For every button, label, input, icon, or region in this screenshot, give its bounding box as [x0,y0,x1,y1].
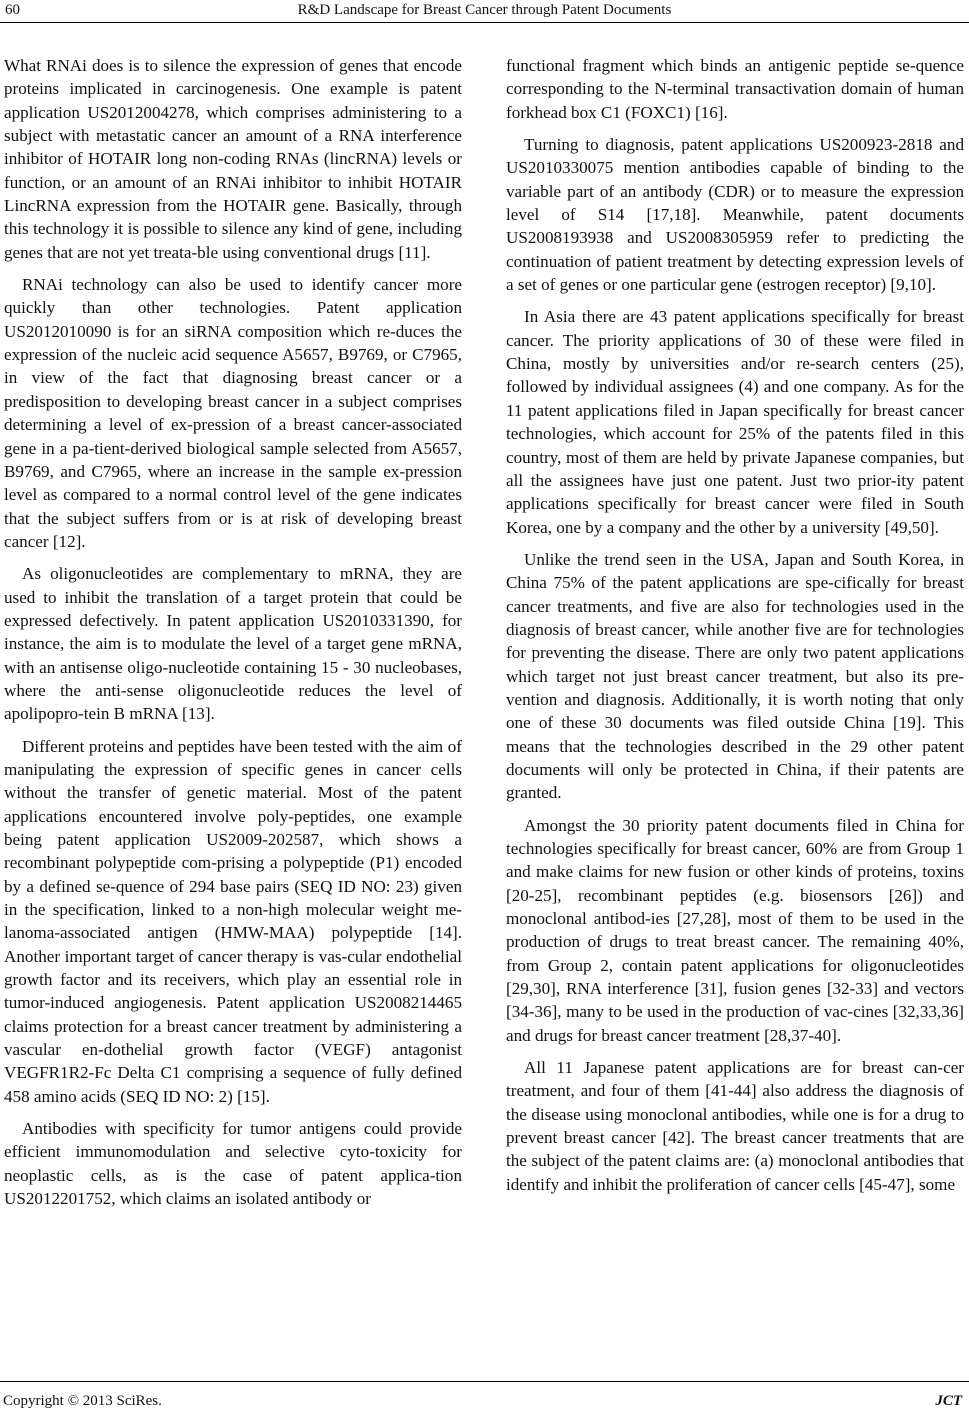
running-header: R&D Landscape for Breast Cancer through Patent Documents [297,2,672,18]
paragraph: Turning to diagnosis, patent applications US200923-2818 and US2010330075 mention antibodies capable of binding to the variable part of an antibody (CDR) or to measure the expression level of S14 [17,18]. Meanwhile, patent documents US2008193938 and US2008305959 refer to predicting the continuation of patient treatment by detecting expression levels of a set of genes or one particular gene (estrogen receptor) [9,10]. [506,135,964,295]
paragraph: What RNAi does is to silence the expression of genes that encode proteins implicated in carcinogenesis. One example is patent application US2012004278, which comprises administering to a subject with metastatic cancer an amount of a RNA interference inhibitor of HOTAIR long non-coding RNAs (lincRNA) levels or function, or an amount of an RNAi inhibitor to inhibit HOTAIR LincRNA expression from the HOTAIR gene. Basically, through this technology it is possible to silence any kind of gene, including genes that are not yet treata-ble using conventional drugs [11]. [4,56,462,262]
paragraph: RNAi technology can also be used to identify cancer more quickly than other technologies. Patent application US2012010090 is for an siRNA composition which re-duces the expression of the nucleic acid sequence A5657, B9769, or C7965, in view of the fact that diagnosing breast cancer or a predisposition to developing breast cancer in a subject comprises determining a level of ex-pression of a breast cancer-associated gene in a pa-tient-derived biological sample selected from A5657, B9769, and C7965, where an increase in the sample ex-pression level as compared to a normal control level of the gene indicates that the subject suffers from or is at risk of developing breast cancer [12]. [4,275,462,551]
paragraph: In Asia there are 43 patent applications specifically for breast cancer. The priority applications of 30 of these were filed in China, mostly by universities and/or re-search centers (25), followed by individual assignees (4) and one company. As for the 11 patent applications filed in Japan specifically for breast cancer technologies, which account for 25% of the patents filed in this country, most of them are held by private Japanese companies, but all the assignees have just one patent. Just two prior-ity patent applications specifically for breast cancer were filed in South Korea, one by a company and the other by a university [49,50]. [506,307,964,537]
paragraph: Amongst the 30 priority patent documents filed in China for technologies specifically for breast cancer, 60% are from Group 1 and make claims for new fusion or other kinds of proteins, toxins [20-25], recombinant peptides (e.g. biosensors [26]) and monoclonal antibod-ies [27,28], most of them to be used in the production of drugs to treat breast cancer. The remaining 40%, from Group 2, contain patent applications for oligonucleotides [29,30], RNA interference [31], fusion genes [32-33] and vectors [34-36], many to be used in the production of vac-cines [32,33,36] and drugs for breast cancer treatment [28,37-40]. [506,815,964,1045]
paragraph: Different proteins and peptides have been tested with the aim of manipulating the expression of specific genes in cancer cells without the transfer of genetic material. Most of the patent applications encountered involve poly-peptides, one example being patent application US2009-202587, which shows a recombinant polypeptide com-prising a polypeptide (P1) encoded by a defined se-quence of 294 base pairs (SEQ ID NO: 23) given in the specification, linked to a non-high molecular weight me-lanoma-associated antigen (HMW-MAA) polypeptide [14]. Another important target of cancer therapy is vas-cular endothelial growth factor and its receivers, which play an essential role in tumor-induced angiogenesis. Patent application US2008214465 claims protection for a breast cancer treatment by administering a vascular en-dothelial growth factor (VEGF) antagonist VEGFR1R2-Fc Delta C1 comprising a sequence of fully defined 458 amino acids (SEQ ID NO: 2) [15]. [4,736,462,1106]
paragraph: Unlike the trend seen in the USA, Japan and South Korea, in China 75% of the patent applications are spe-cifically for breast cancer treatments, and five are also for technologies used in the diagnosis of breast cancer, while another five are for technologies for preventing the disease. There are only two patent applications which target not just breast cancer treatment, but also its pre-vention and diagnosis. Additionally, it is worth noting that only one of these 30 documents was filed outside China [19]. This means that the technologies described in the 29 other patent documents will only be protected in China, if their patents are granted. [506,549,964,803]
page-number: 60 [5,2,20,18]
paragraph: functional fragment which binds an antigenic peptide se-quence corresponding to the N-terminal transactivation domain of human forkhead box C1 (FOXC1) [16]. [506,56,964,122]
journal-abbreviation: JCT [935,1393,962,1409]
header-rule [0,22,969,23]
copyright: Copyright © 2013 SciRes. [3,1393,162,1409]
left-column [4,54,462,1220]
paragraph: As oligonucleotides are complementary to mRNA, they are used to inhibit the translation of a target protein that could be expressed defectively. In patent application US2010331390, for instance, the aim is to modulate the level of a target gene mRNA, with an antisense oligo-nucleotide containing 15 - 30 nucleobases, where the anti-sense oligonucleotide reduces the level of apolipopro-tein B mRNA [13]. [4,564,462,724]
right-column [506,54,964,1205]
paragraph: Antibodies with specificity for tumor antigens could provide efficient immunomodulation and selective cyto-toxicity for neoplastic cells, as is the case of patent applica-tion US2012201752, which claims an isolated antibody or [4,1119,462,1209]
footer-rule [0,1381,969,1382]
paragraph: All 11 Japanese patent applications are for breast can-cer treatment, and four of them [41-44] also address the diagnosis of the disease using monoclonal antibodies, while one is for a drug to prevent breast cancer [42]. The breast cancer treatments that are the subject of the patent claims are: (a) monoclonal antibodies that identify and inhibit the proliferation of cancer cells [45-47], some [506,1058,964,1194]
